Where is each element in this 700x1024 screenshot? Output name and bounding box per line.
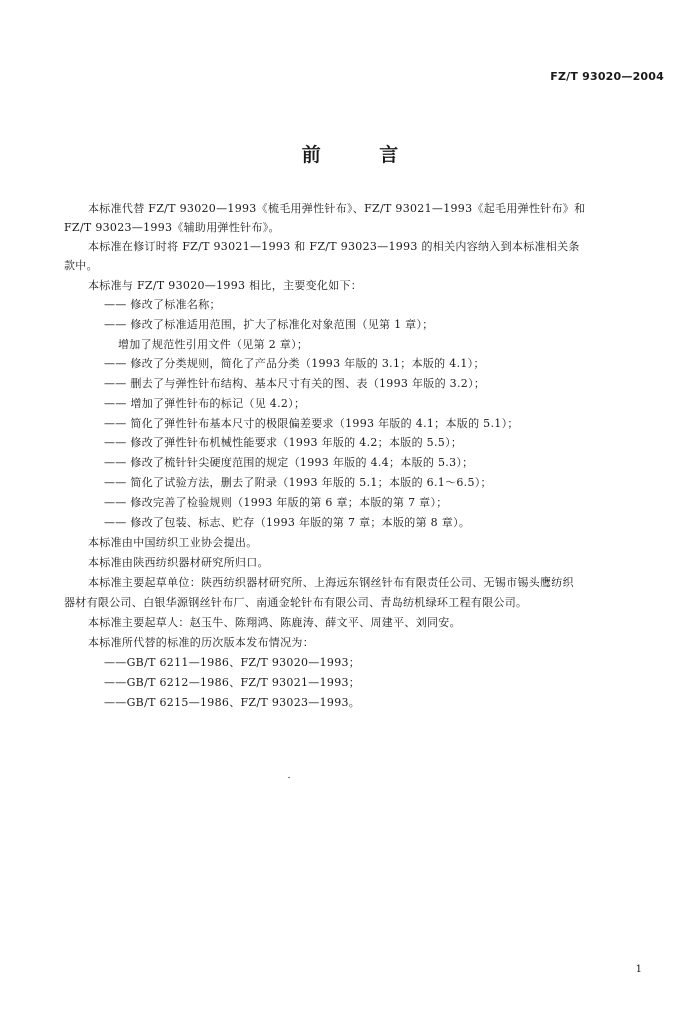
standard-code: FZ/T 93020—2004 — [550, 70, 664, 83]
list-item: —— 简化了弹性针布基本尺寸的极限偏差要求（1993 年版的 4.1；本版的 5.1）； — [104, 417, 519, 430]
paragraph-line: 本标准主要起草单位：陕西纺织器材研究所、上海远东钢丝针布有限责任公司、无锡市锡头鹰纺织 — [88, 576, 574, 589]
paragraph-line: 本标准由陕西纺织器材研究所归口。 — [88, 556, 269, 569]
page-number: 1 — [635, 964, 642, 975]
paragraph-line: FZ/T 93023—1993《辅助用弹性针布》。 — [64, 221, 280, 234]
list-item: —— 增加了弹性针布的标记（见 4.2）； — [104, 397, 306, 410]
list-item: —— 修改了标准适用范围，扩大了标准化对象范围（见第 1 章）； — [104, 318, 434, 331]
list-item: ——GB/T 6212—1986、FZ/T 93021—1993； — [104, 676, 361, 689]
paragraph-line: 器材有限公司、白银华源钢丝针布厂、南通金轮针布有限公司、青岛纺机绿环工程有限公司。 — [64, 596, 528, 609]
paragraph-line: 款中。 — [64, 259, 98, 272]
list-item: —— 修改了梳针针尖硬度范围的规定（1993 年版的 4.4；本版的 5.3）； — [104, 456, 474, 469]
paragraph-line: 本标准代替 FZ/T 93020—1993《梳毛用弹性针布》、FZ/T 93021—1993《起毛用弹性针布》和 — [88, 202, 586, 215]
list-item: —— 删去了与弹性针布结构、基本尺寸有关的图、表（1993 年版的 3.2）； — [104, 377, 486, 390]
paragraph-line: 本标准主要起草人：赵玉牛、陈翔鸿、陈鹿涛、薛文平、周建平、刘同安。 — [88, 616, 461, 629]
paragraph-line: 本标准所代替的标准的历次版本发布情况为： — [88, 636, 314, 649]
paragraph-line: 本标准与 FZ/T 93020—1993 相比，主要变化如下： — [88, 279, 363, 292]
list-item: ——GB/T 6211—1986、FZ/T 93020—1993； — [104, 656, 361, 669]
paragraph-line: 本标准在修订时将 FZ/T 93021—1993 和 FZ/T 93023—1993 的相关内容纳入到本标准相关条 — [88, 240, 580, 253]
list-item: —— 修改了标准名称； — [104, 298, 221, 311]
list-item: 增加了规范性引用文件（见第 2 章）； — [118, 338, 309, 351]
scan-speck — [288, 777, 290, 778]
list-item: —— 修改了弹性针布机械性能要求（1993 年版的 4.2；本版的 5.5）； — [104, 436, 463, 449]
list-item: ——GB/T 6215—1986、FZ/T 93023—1993。 — [104, 696, 361, 709]
list-item: —— 修改了分类规则，简化了产品分类（1993 年版的 3.1；本版的 4.1）； — [104, 357, 485, 370]
paragraph-line: 本标准由中国纺织工业协会提出。 — [88, 536, 258, 549]
list-item: —— 修改完善了检验规则（1993 年版的第 6 章；本版的第 7 章）； — [104, 496, 448, 509]
list-item: —— 简化了试验方法，删去了附录（1993 年版的 5.1；本版的 6.1～6.5）； — [104, 476, 492, 489]
list-item: —— 修改了包装、标志、贮存（1993 年版的第 7 章；本版的第 8 章）。 — [104, 516, 471, 529]
page-title: 前 言 — [301, 144, 425, 166]
